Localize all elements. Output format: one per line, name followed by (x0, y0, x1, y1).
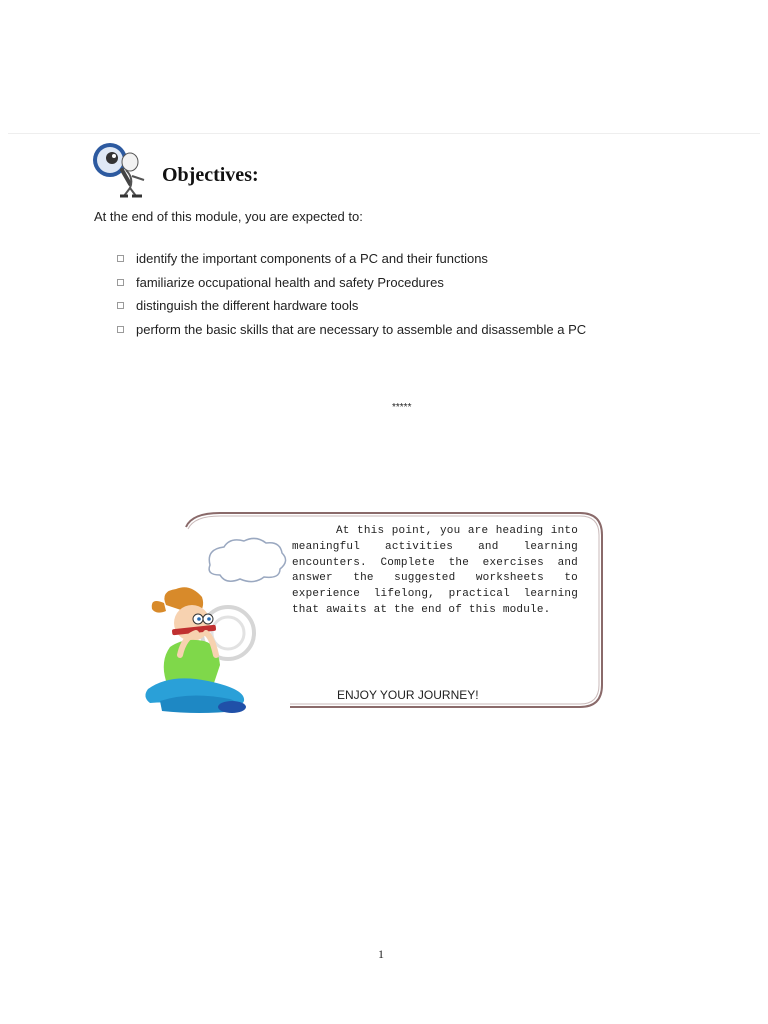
checkbox-bullet-icon (117, 279, 124, 286)
page-number: 1 (378, 947, 384, 961)
header-divider (8, 133, 760, 134)
list-item (117, 247, 586, 271)
list-item-text: identify the important components of a PC and their functions (136, 251, 488, 267)
list-item-text: distinguish the different hardware tools (136, 298, 359, 314)
objectives-intro: At the end of this module, you are expected to: (94, 209, 363, 224)
checkbox-bullet-icon (117, 302, 124, 309)
objectives-list (117, 247, 586, 341)
list-item (117, 294, 586, 318)
objectives-title: Objectives: (162, 164, 259, 186)
magnifier-figure-icon (86, 140, 156, 200)
checkbox-bullet-icon (117, 255, 124, 262)
checkbox-bullet-icon (117, 326, 124, 333)
thought-cloud-icon (209, 538, 285, 581)
list-item-text: perform the basic skills that are necessary to assemble and disassemble a PC (136, 321, 587, 337)
bubble-message: At this point, you are heading into meaningful activities and learning encounters. Complete the exercises and answer the suggested worksheets to experience lifelong, practical learning that awaits at the end of this module. (292, 525, 578, 616)
list-item-text: familiarize occupational health and safety Procedures (136, 274, 444, 290)
list-item (117, 318, 586, 342)
enjoy-your-journey-text: ENJOY YOUR JOURNEY! (337, 688, 479, 702)
section-separator: ***** (392, 402, 412, 413)
list-item (117, 271, 586, 295)
